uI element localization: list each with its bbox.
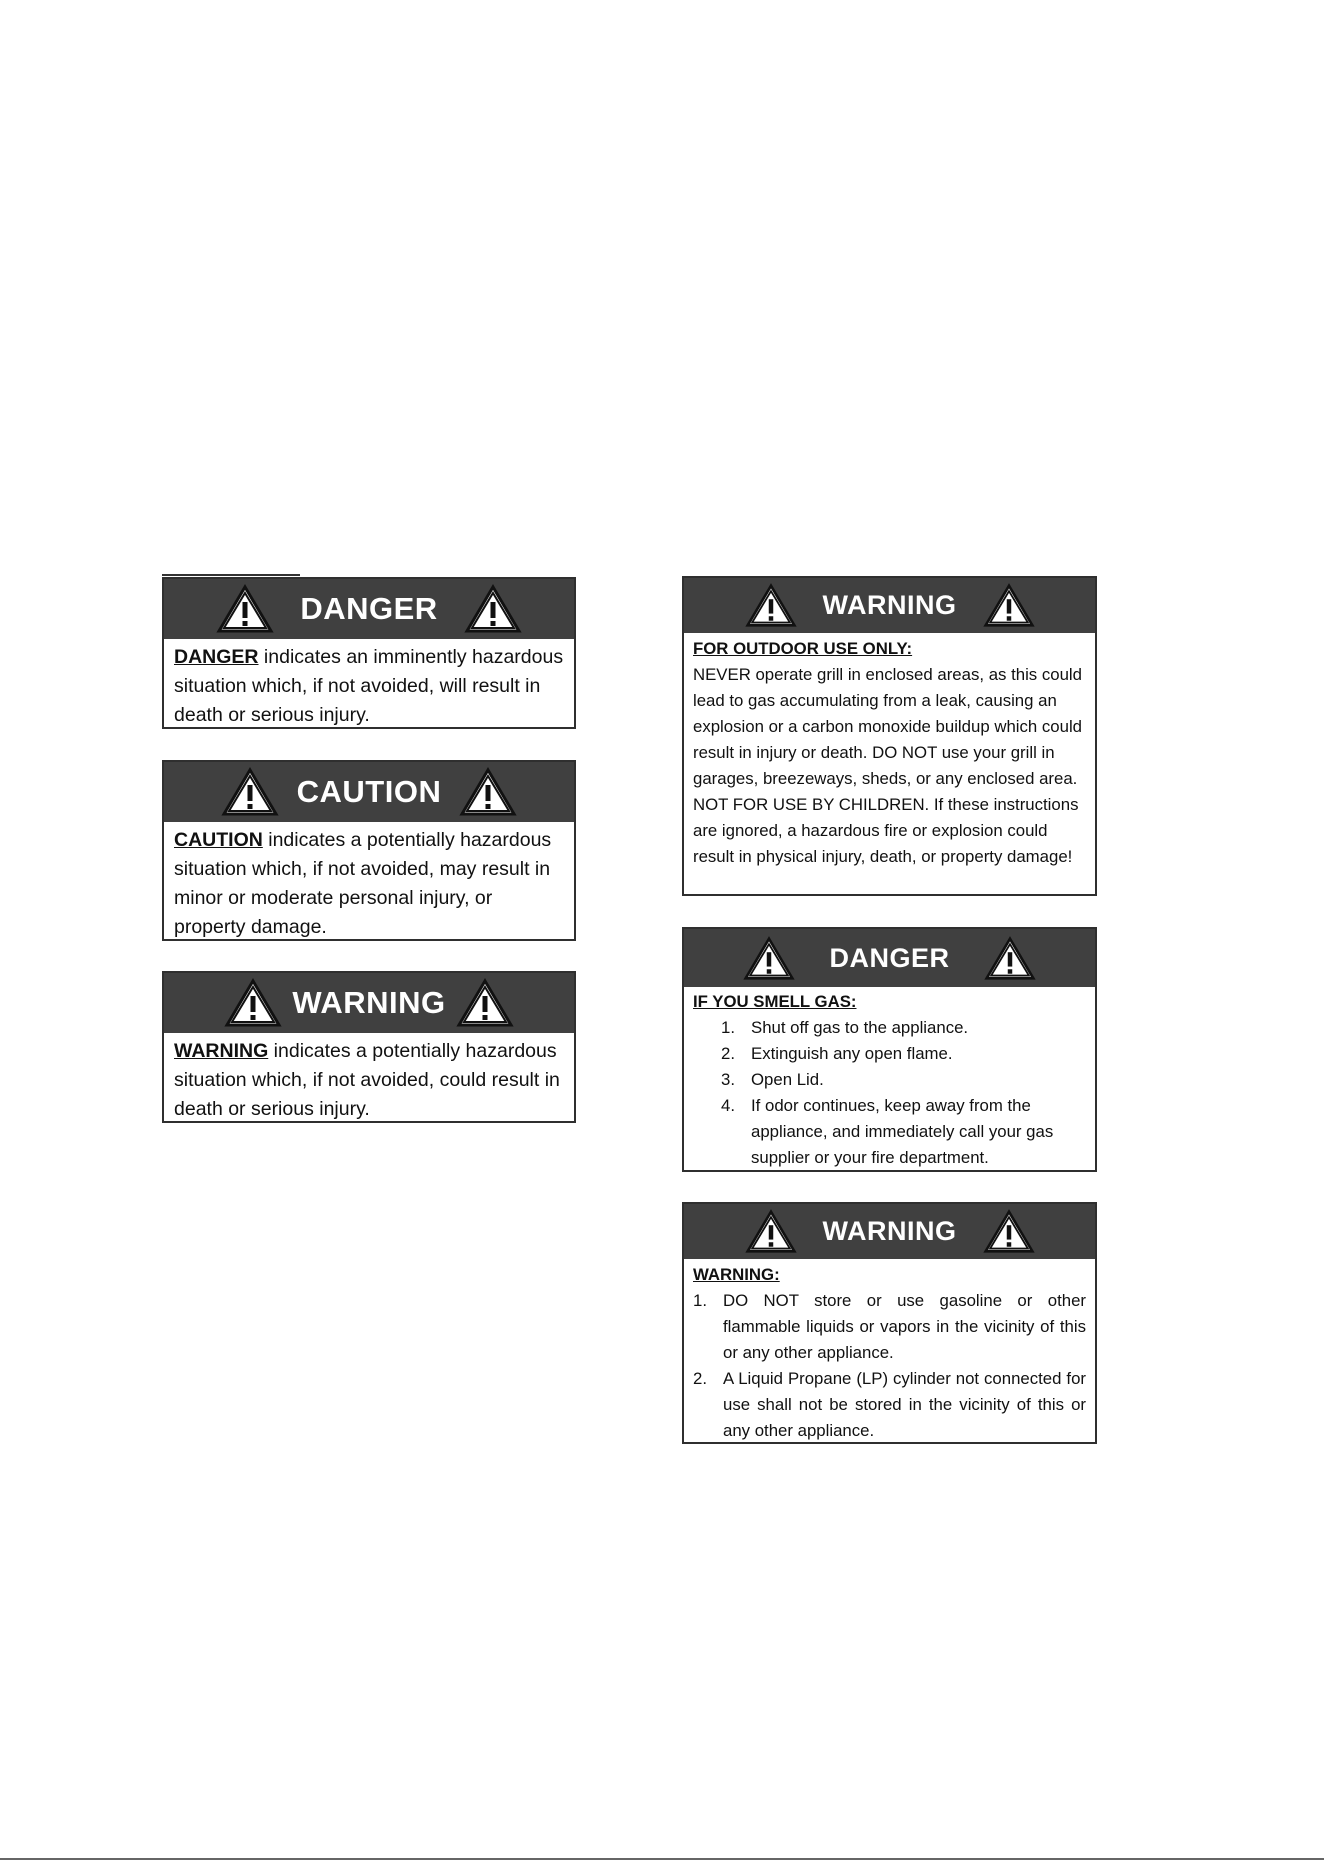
label-header	[164, 579, 574, 639]
label-body	[164, 822, 574, 948]
label-header	[684, 929, 1095, 987]
warning-definition-label	[162, 971, 576, 1123]
label-description: indicates a potentially hazardous situation which, if not avoided, could result in death or serious injury.	[174, 1040, 560, 1120]
warning-triangle-icon	[456, 978, 514, 1028]
label-header-text: CAUTION	[296, 774, 442, 809]
list-item	[721, 1093, 1086, 1171]
list-item-text: Open Lid.	[751, 1070, 824, 1089]
warning-triangle-icon	[984, 936, 1036, 981]
list-item-number: 1.	[693, 1291, 707, 1310]
instruction-list	[693, 1288, 1086, 1444]
warning-triangle-icon	[983, 583, 1035, 628]
caution-definition-label	[162, 760, 576, 941]
outdoor-use-warning-label	[682, 576, 1097, 896]
warning-triangle-icon	[459, 767, 517, 817]
list-item	[721, 1015, 1086, 1041]
label-description: indicates an imminently hazardous situation which, if not avoided, will result in death or serious injury.	[174, 646, 564, 726]
smell-gas-danger-label	[682, 927, 1097, 1172]
instruction-list	[693, 1015, 1086, 1171]
label-body	[164, 1033, 574, 1130]
list-item	[693, 1288, 1086, 1366]
label-header-text: WARNING	[822, 590, 957, 620]
list-item	[721, 1067, 1086, 1093]
list-item-number: 2.	[693, 1369, 707, 1388]
label-header	[684, 1204, 1095, 1259]
list-item-text: DO NOT store or use gasoline or other flammable liquids or vapors in the vicinity of this or any other appliance.	[723, 1291, 1086, 1362]
list-item-text: If odor continues, keep away from the appliance, and immediately call your gas supplier or your fire department.	[751, 1096, 1054, 1167]
label-lead-term: DANGER	[174, 646, 259, 668]
list-item-number: 2.	[721, 1044, 735, 1063]
warning-triangle-icon	[216, 584, 274, 634]
warning-triangle-icon	[221, 767, 279, 817]
list-item-number: 4.	[721, 1096, 735, 1115]
label-body	[684, 1259, 1095, 1448]
label-header-text: DANGER	[829, 942, 950, 973]
warning-triangle-icon	[224, 978, 282, 1028]
label-body	[684, 987, 1095, 1175]
list-item-number: 3.	[721, 1070, 735, 1089]
label-description: indicates a potentially hazardous situation which, if not avoided, may result in minor or moderate personal injury, or property damage.	[174, 829, 552, 938]
label-title: IF YOU SMELL GAS:	[693, 992, 857, 1011]
list-item	[693, 1366, 1086, 1444]
page-bottom-rule	[0, 1858, 1324, 1860]
label-header	[164, 762, 574, 822]
label-header-text: WARNING	[292, 985, 446, 1020]
list-item-text: A Liquid Propane (LP) cylinder not connected for use shall not be stored in the vicinity of this or any other appliance.	[723, 1369, 1086, 1440]
label-body	[164, 639, 574, 736]
label-header-text: WARNING	[822, 1216, 957, 1246]
warning-triangle-icon	[745, 583, 797, 628]
top-rule	[162, 574, 300, 576]
flammable-storage-warning-label	[682, 1202, 1097, 1444]
label-header-text: DANGER	[300, 591, 438, 626]
label-lead-term: CAUTION	[174, 829, 263, 851]
label-lead-term: WARNING	[174, 1040, 269, 1062]
list-item	[721, 1041, 1086, 1067]
warning-triangle-icon	[464, 584, 522, 634]
label-header	[164, 973, 574, 1033]
label-header	[684, 578, 1095, 633]
warning-triangle-icon	[743, 936, 795, 981]
label-title: FOR OUTDOOR USE ONLY:	[693, 639, 913, 658]
warning-triangle-icon	[983, 1209, 1035, 1254]
label-body	[684, 633, 1095, 874]
list-item-number: 1.	[721, 1018, 735, 1037]
label-description: NEVER operate grill in enclosed areas, as this could lead to gas accumulating from a leak, causing an explosion or a carbon monoxide buildup which could result in injury or death. DO NOT use your grill in garages, breezeways, sheds, or any enclosed area. NOT FOR USE BY CHILDREN. If these instructions are ignored, a hazardous fire or explosion could result in physical injury, death, or property damage!	[693, 665, 1083, 866]
label-title: WARNING:	[693, 1265, 780, 1284]
danger-definition-label	[162, 577, 576, 729]
warning-triangle-icon	[745, 1209, 797, 1254]
list-item-text: Shut off gas to the appliance.	[751, 1018, 969, 1037]
list-item-text: Extinguish any open flame.	[751, 1044, 953, 1063]
